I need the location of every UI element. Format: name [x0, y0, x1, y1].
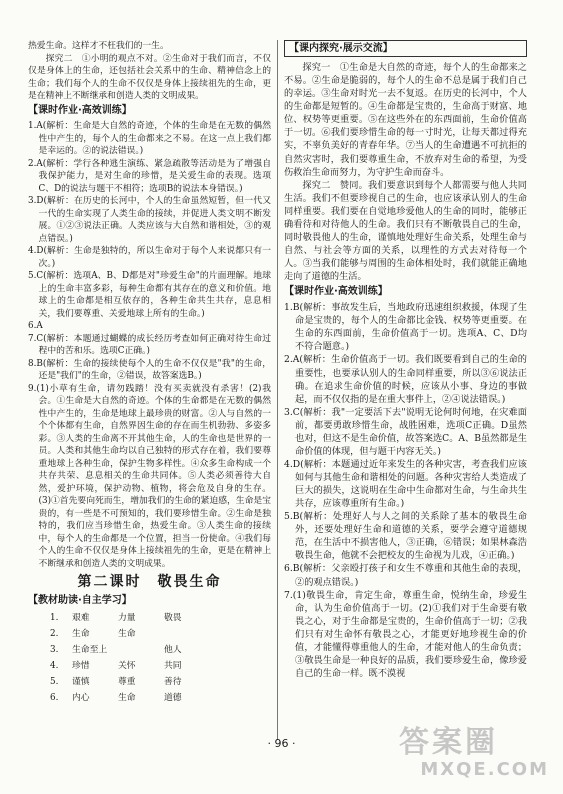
answer-item: 1.A(解析：生命是大自然的奇迹，个体的生命是在无数的偶然性中产生的，每个人的生命都来之不易。在这一点上我们都是幸运的。②的说法错误。) — [28, 121, 271, 156]
section-heading: 【课内探究·展示交流】 — [284, 40, 527, 57]
paragraph: 探究一 ①生命是大自然的奇迹，每个人的生命都来之不易。②生命是脆弱的，每个人的生命不总是属于我们自己的幸运。③生命对时光一去不复返。在历史的长河中，个人的生命都是短暂的。④生命都是宝贵的，生命高于财富、地位、权势等更重要。⑤在这些外在的东西面前，生命价值高于一切。⑥我们要珍惜生命的每一寸时光，让每天都过得充实，不辜负美好的青春年华。⑦当人的生命遭遇不可抗拒的自然灾害时，我们要尊重生命，不放弃对生命的希望，为受伤救治生命而努力，为守护生命而奋斗。 — [284, 62, 527, 178]
fill-cell: 生命 — [118, 693, 136, 703]
fill-cell: 敬畏 — [164, 613, 182, 623]
answer-item: 5.C(解析：选项A、B、D都是对"珍爱生命"的片面理解。地球上的生命丰富多彩，每种生命都有其存在的意义和价值。地球上的生命都是相互依存的，各种生命共生共存，息息相关，我们要尊重、关爱地球上所有的生命。) — [28, 271, 271, 319]
fill-cell: 善待 — [164, 677, 182, 687]
paragraph: 探究二 ①小明的观点不对。②生命对于我们而言，不仅仅是身体上的生命，还包括社会关系中的生命、精神信念上的生命；我们每个人的生命不仅仅是身体上接续祖先的生命，更是在精神上不断继承和创造人类的文明成果。 — [28, 53, 271, 101]
fill-cell: 4. — [50, 661, 59, 671]
answer-item: 3.D(解析：在历史的长河中，个人的生命虽然短暂，但一代又一代的生命实现了人类生命的接续，并促进人类文明不断发展。①②③说法正确。人类应该与大自然和谐相处，③的观点错误。) — [28, 196, 271, 244]
fill-cell: 共同 — [164, 661, 182, 671]
section-heading: 【教材助读·自主学习】 — [28, 594, 132, 606]
fill-cell: 关怀 — [118, 661, 136, 671]
fill-row — [50, 690, 271, 706]
answer-item: 2.A(解析：生命价值高于一切。我们既要看到自己的生命的重要性，也要承认别人的生命同样重要，所以③⑥说法正确。在追求生命价值的时候，应该从小事、身边的事做起，而不仅仅指的是在重大事件上，②④说法错误。) — [284, 354, 527, 405]
fill-row — [50, 626, 271, 642]
fill-cell: 道德 — [164, 693, 182, 703]
right-column — [284, 40, 527, 680]
fill-cell: 谨慎 — [72, 677, 90, 687]
page-body — [28, 40, 538, 770]
fill-row — [50, 658, 271, 674]
answer-item: 3.C(解析：我"一定要活下去"说明无论何时何地，在灾难面前，都要勇敢珍惜生命，战胜困难，选项C正确。D虽然也对，但这不是生命价值，故答案选C。A、B虽然都是生命价值的体现，但与题干内容无关。) — [284, 406, 527, 457]
answer-item: 2.A(解析：学行各种逃生演练、紧急疏散等活动是为了增强自我保护能力，是对生命的珍惜，是关爱生命的表现。选项C、D的说法与题干不相符；选项B的说法本身错误。) — [28, 158, 271, 194]
fill-cell: 生命至上 — [72, 645, 108, 655]
answer-item: 5.B(解析：处理好人与人之间的关系除了基本的敬畏生命外，还要处理好生命和道德的关系，要学会遵守道德规范，在生活中不损害他人，③正确，⑥错误；如果林森浩敬畏生命，他就不会把校友的生命视为儿戏，④正确。) — [284, 511, 527, 562]
answer-item: 9.(1)小草有生命，请勿践踏！没有买卖就没有杀害！(2)我会。①生命是大自然的奇迹。个体的生命都是在无数的偶然性中产生的，生命是地球上最珍贵的财富。②人与自然的一个个体都有生命，自然界因生命的存在而生机勃勃、多姿多彩。③人类的生命离不开其他生命，人的生命也是世界的一员。人类和其他生命均以自己独特的形式存在着，我们要尊重地球上各种生命，保护生物多样性。④众多生命构成一个共存共荣、息息相关的生命共同体。⑤人类必须善待大自然，爱护环境，保护动物、植物，将会危及自身的生存。(3)①首先要向死而生，增加我们的生命的紧迫感，生命是宝贵的，有一些是不可预知的，我们要珍惜生命。②生命是独特的，我们应当珍惜生命，热爱生命。③人类生命的接续中，每个人的生命都是一个位置，担当一份使命。④我们每个人的生命不仅仅是身体上接续祖先的生命，更是在精神上不断继承和创造人类的文明成果。 — [28, 383, 271, 569]
fill-cell: 珍惜 — [72, 661, 90, 671]
paragraph: 探究二 赞同。我们要意识到每个人都需要与他人共同生活。我们不但要珍视自己的生命，也应该承认别人的生命同样重要。我们要在自觉地珍爱他人的生命的同时，能够正确看待和对待他人的生命。我们只有不断敬畏自己的生命，同时敬畏他人的生命，谨慎地处理好生命关系，处理生命与自然、与社会等方面的关系，以理性的方式去对待每一个人。③当我们能够与周围的生命体相处时，我们就能正确地走向了道德的生活。 — [284, 179, 527, 283]
fill-row — [50, 642, 271, 658]
answer-item: 4.D(解析：本题通过近年来发生的各种灾害，考查我们应该如何与其他生命和谐相处的问题。各种灾害给人类造成了巨大的损失，这说明在生命中生命都对生命，与生命共生共存，应该尊重所有生命。) — [284, 458, 527, 510]
section-heading: 【课时作业·高效训练】 — [284, 286, 388, 298]
answer-item: 8.B(解析：生命的接续使每个人的生命不仅仅是"我"的生命，还是"我们"的生命，②错误，故答案选B。) — [28, 358, 271, 381]
answer-item: 4.D(解析：生命是独特的，所以生命对于每个人来说都只有一次。) — [28, 246, 271, 269]
answer-item: 7.C(解析：本题通过蝴蝶的成长经历考查如何正确对待生命过程中的苦和乐。选项C正确。) — [28, 333, 271, 356]
fill-cell: 生命 — [118, 629, 136, 639]
fill-cell: 尊重 — [118, 677, 136, 687]
fill-cell: 2. — [50, 629, 59, 639]
watermark-url: MXQE.COM — [420, 759, 549, 780]
fill-cell: 5. — [50, 677, 59, 687]
page-number: · 96 · — [267, 737, 296, 750]
fill-cell: 内心 — [72, 693, 90, 703]
answer-item: 7.(1)敬畏生命，肯定生命，尊重生命，悦纳生命，珍爱生命，认为生命价值高于一切。(2)①我们对于生命要有敬畏之心，对于生命都是宝贵的，生命价值高于一切；②我们只有对生命怀有敬畏之心，才能更好地珍视生命的价值，才能懂得尊重他人的生命，才能对他人的生命负责；③敬畏生命是一种良好的品质，我们要珍爱生命，像珍爱自己的生命一样。既不漠视 — [284, 589, 527, 679]
fill-cell: 力量 — [118, 613, 136, 623]
left-column — [28, 40, 271, 706]
answer-item: 6.B(解析：父亲殴打孩子和女生不尊重和其他生命的表现，②的观点错误。) — [284, 563, 527, 588]
fill-cell: 他人 — [164, 645, 182, 655]
watermark-logo — [399, 726, 549, 782]
answer-item: 1.B(解析：事故发生后，当地政府迅速组织救援，体现了生命是宝贵的，每个人的生命都比金钱、权势等更重要。在生命的东西面前，生命价值高于一切。选项A、C、D均不符合题意。) — [284, 302, 527, 353]
column-divider — [277, 40, 278, 740]
answer-item: 6.A — [28, 321, 43, 331]
fill-cell: 3. — [50, 645, 59, 655]
fill-cell: 生命 — [72, 629, 90, 639]
lesson-title: 第二课时 敬畏生命 — [77, 574, 222, 590]
fill-blank-answers — [50, 610, 271, 706]
watermark-text: 答案圈 — [399, 725, 498, 760]
fill-cell: 1. — [50, 613, 59, 623]
fill-cell: 艰难 — [72, 613, 90, 623]
fill-cell: 6. — [50, 693, 59, 703]
fill-row — [50, 674, 271, 690]
fill-cell — [118, 642, 164, 658]
paragraph: 热爱生命。这样才不枉我们的一生。 — [28, 41, 169, 51]
section-heading: 【课时作业·高效训练】 — [28, 104, 132, 116]
fill-row — [50, 610, 271, 626]
